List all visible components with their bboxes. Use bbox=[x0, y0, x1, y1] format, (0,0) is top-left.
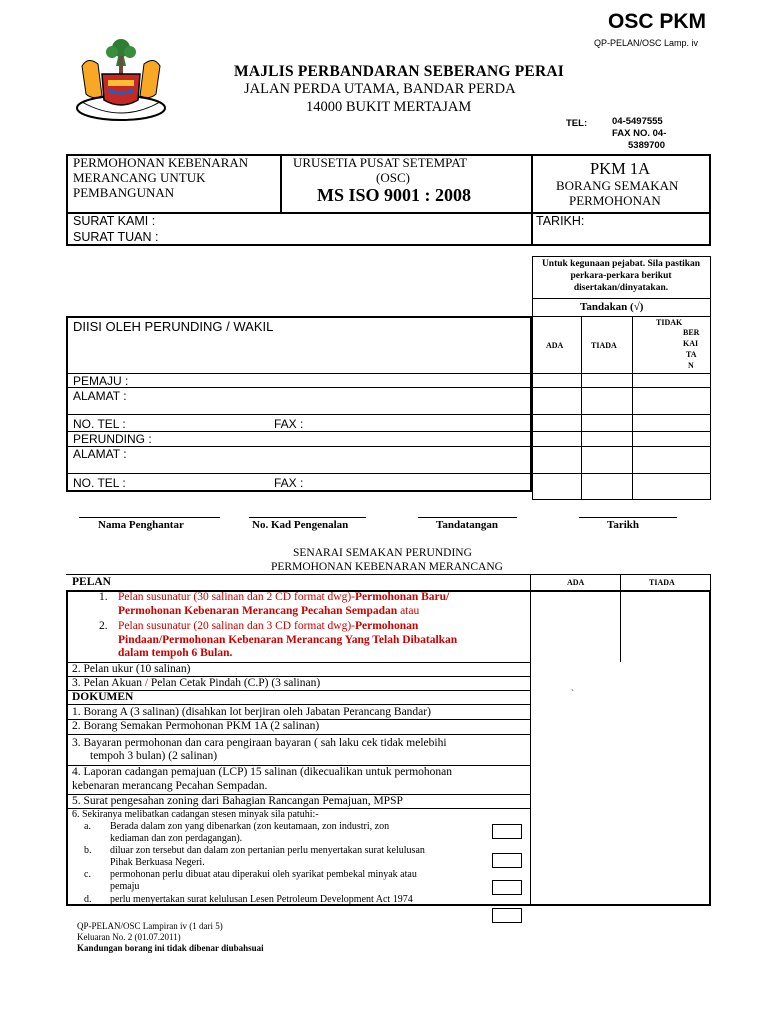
office-col-tidak-line3: KAI bbox=[683, 339, 699, 348]
pelan-item-1-number: 1. bbox=[99, 591, 108, 603]
office-use-hline-8 bbox=[532, 473, 711, 474]
checkbox-6d[interactable] bbox=[492, 908, 522, 923]
dokumen-item-3-line2: tempoh 3 bulan) (2 salinan) bbox=[90, 750, 218, 762]
tel-number: 04-5497555 bbox=[612, 116, 663, 127]
office-col-tiada: TIADA bbox=[591, 341, 617, 350]
checklist-vline-3 bbox=[530, 662, 531, 906]
item-6c-line1: permohonan perlu dibuat atau diperakui oleh syarikat pembekal minyak atau bbox=[110, 869, 417, 880]
title-left-line2: MERANCANG UNTUK bbox=[73, 170, 206, 185]
pelan-heading: PELAN bbox=[72, 576, 111, 588]
item-6b-line2: Pihak Berkuasa Negeri. bbox=[110, 857, 205, 868]
alamat-label-1: ALAMAT : bbox=[73, 389, 127, 403]
applicant-hline-5 bbox=[66, 446, 532, 447]
checklist-top-line bbox=[66, 574, 530, 575]
pelan-item-2-number: 2. bbox=[99, 620, 108, 632]
dokumen-item-4-line2: kebenaran merancang Pecahan Sempadan. bbox=[72, 780, 268, 792]
checklist-col-ada: ADA bbox=[567, 578, 585, 587]
checklist-vline-2 bbox=[620, 590, 621, 662]
title-left-line3: PEMBANGUNAN bbox=[73, 185, 175, 200]
title-right-line1: BORANG SEMAKAN bbox=[556, 178, 679, 193]
footer-line3: Kandungan borang ini tidak dibenar diubahsuai bbox=[77, 943, 264, 953]
applicant-box bbox=[66, 316, 532, 492]
title-mid-iso: MS ISO 9001 : 2008 bbox=[317, 185, 472, 205]
title-block-divider bbox=[66, 212, 711, 214]
applicant-hline-2 bbox=[66, 387, 532, 388]
office-col-tidak-line1: TIDAK bbox=[656, 318, 683, 327]
surat-tuan-label: SURAT TUAN : bbox=[73, 230, 159, 244]
office-use-hline-2 bbox=[532, 316, 711, 317]
tarikh-label: TARIKH: bbox=[536, 214, 585, 228]
dokumen-item-1: 1. Borang A (3 salinan) (disahkan lot berjiran oleh Jabatan Perancang Bandar) bbox=[72, 706, 431, 718]
footer-line1: QP-PELAN/OSC Lampiran iv (1 dari 5) bbox=[77, 921, 223, 931]
council-crest-logo bbox=[72, 36, 170, 126]
checkbox-6b[interactable] bbox=[492, 853, 522, 868]
dokumen-item-3-line1: 3. Bayaran permohonan dan cara pengiraan bayaran ( sah laku cek tidak melebihi bbox=[72, 737, 447, 749]
fax-number-line2: 5389700 bbox=[628, 140, 665, 151]
council-address-line1: JALAN PERDA UTAMA, BANDAR PERDA bbox=[244, 81, 516, 97]
office-col-tidak-line4: TA bbox=[686, 350, 697, 359]
tandakan-label: Tandakan (√) bbox=[580, 301, 644, 313]
applicant-hline-6 bbox=[66, 473, 532, 474]
item-6d-line1: perlu menyertakan surat kelulusan Lesen Petroleum Development Act 1974 bbox=[110, 894, 413, 905]
dokumen-item-6: 6. Sekiranya melibatkan cadangan stesen minyak sila patuhi:- bbox=[72, 809, 319, 820]
perunding-label: PERUNDING : bbox=[73, 432, 152, 446]
applicant-hline-3 bbox=[66, 414, 532, 415]
applicant-hline-1 bbox=[66, 373, 532, 374]
pelan-item-1-bold: Permohonan Baru/ bbox=[354, 591, 450, 603]
checkbox-6c[interactable] bbox=[492, 880, 522, 895]
office-use-hline-6 bbox=[532, 431, 711, 432]
pelan-item-2-line2: Pindaan/Permohonan Kebenaran Merancang Yang Telah Dibatalkan bbox=[118, 634, 458, 646]
item-6d-label: d. bbox=[84, 894, 92, 905]
office-use-hline-7 bbox=[532, 446, 711, 447]
checklist-row-line-4 bbox=[66, 704, 530, 705]
tarikh-sig-label: Tarikh bbox=[607, 519, 640, 531]
checklist-col-tiada: TIADA bbox=[649, 578, 675, 587]
no-kad-label: No. Kad Pengenalan bbox=[252, 519, 349, 531]
pelan-item-1-line2-plain: atau bbox=[397, 605, 420, 617]
checklist-row-line-3 bbox=[66, 690, 530, 691]
pelan-item-2-line1 bbox=[118, 620, 418, 632]
tarikh-signature-line bbox=[579, 517, 677, 518]
nama-penghantar-label: Nama Penghantar bbox=[98, 519, 184, 531]
notel-label-2: NO. TEL : bbox=[73, 476, 126, 490]
stray-mark: ` bbox=[571, 688, 574, 698]
item-6a-line2: kediaman dan zon perdagangan). bbox=[110, 833, 243, 844]
title-left-line1: PERMOHONAN KEBENARAN bbox=[73, 155, 249, 170]
office-use-hline-4 bbox=[532, 387, 711, 388]
item-6a-label: a. bbox=[84, 821, 91, 832]
checklist-title-2: PERMOHONAN KEBENARAN MERANCANG bbox=[271, 561, 503, 573]
office-col-tidak-line5: N bbox=[688, 361, 694, 370]
office-col-tidak-line2: BER bbox=[683, 328, 700, 337]
title-block-vline-2 bbox=[531, 154, 533, 246]
surat-kami-label: SURAT KAMI : bbox=[73, 214, 156, 228]
pelan-item-1-plain: Pelan susunatur (30 salinan dan 2 CD format dwg)- bbox=[118, 591, 355, 603]
nama-signature-line bbox=[79, 517, 220, 518]
checklist-vline-1 bbox=[530, 590, 531, 662]
office-col-ada: ADA bbox=[546, 341, 564, 350]
ada-tiada-header-divider bbox=[620, 574, 621, 591]
pelan-item-1-line1 bbox=[118, 591, 449, 603]
pelan-item-2-bold: Permohonan bbox=[354, 620, 419, 632]
title-block-vline-1 bbox=[280, 154, 282, 212]
office-use-note: Untuk kegunaan pejabat. Sila pastikan perkara-perkara berikut disertakan/dinyatakan. bbox=[541, 259, 701, 293]
dokumen-item-2: 2. Borang Semakan Permohonan PKM 1A (2 salinan) bbox=[72, 720, 320, 732]
pelan-akuan-part-b: Pelan Cetak Pindah (C.P) (3 salinan) bbox=[148, 677, 321, 689]
office-use-hline-5 bbox=[532, 414, 711, 415]
checklist-row-line-6 bbox=[66, 734, 530, 735]
form-code: OSC PKM bbox=[608, 10, 707, 33]
tandatangan-signature-line bbox=[418, 517, 517, 518]
pelan-item-1-line2 bbox=[118, 605, 419, 617]
title-mid-line1: URUSETIA PUSAT SETEMPAT bbox=[293, 155, 468, 170]
title-right-line2: PERMOHONAN bbox=[569, 193, 661, 208]
pelan-akuan-part-a: 3. Pelan Akuan bbox=[72, 677, 145, 689]
pemaju-label: PEMAJU : bbox=[73, 374, 129, 388]
alamat-label-2: ALAMAT : bbox=[73, 447, 127, 461]
title-right-form-no: PKM 1A bbox=[590, 159, 651, 178]
item-6b-line1: diluar zon tersebut dan dalam zon pertanian perlu menyertakan surat kelulusan bbox=[110, 845, 425, 856]
kad-signature-line bbox=[249, 517, 366, 518]
fax-label-2: FAX : bbox=[274, 476, 304, 490]
applicant-heading: DIISI OLEH PERUNDING / WAKIL bbox=[73, 319, 274, 334]
pelan-akuan-slash: / bbox=[144, 677, 149, 689]
pelan-akuan-row bbox=[72, 677, 320, 689]
checklist-title-1: SENARAI SEMAKAN PERUNDING bbox=[293, 547, 472, 559]
footer-line2: Keluaran No. 2 (01.07.2011) bbox=[77, 932, 181, 942]
pelan-item-2-line3: dalam tempoh 6 Bulan. bbox=[118, 647, 233, 659]
pelan-item-2-plain: Pelan susunatur (20 salinan dan 3 CD format dwg)- bbox=[118, 620, 355, 632]
pelan-item-1-line2-bold: Permohonan Kebenaran Merancang Pecahan Sempadan bbox=[118, 605, 398, 617]
council-address-line2: 14000 BUKIT MERTAJAM bbox=[306, 99, 472, 115]
dokumen-item-4-line1: 4. Laporan cadangan pemajuan (LCP) 15 salinan (dikecualikan untuk permohonan bbox=[72, 766, 453, 778]
form-ref: QP-PELAN/OSC Lamp. iv bbox=[594, 38, 699, 48]
title-mid-line2: (OSC) bbox=[376, 170, 410, 185]
item-6a-line1: Berada dalam zon yang dibenarkan (zon keutamaan, zon industri, zon bbox=[110, 821, 390, 832]
dokumen-item-5: 5. Surat pengesahan zoning dari Bahagian Rancangan Pemajuan, MPSP bbox=[72, 795, 403, 807]
checkbox-6a[interactable] bbox=[492, 824, 522, 839]
item-6c-line2: pemaju bbox=[110, 881, 140, 892]
pelan-ukur-row: 2. Pelan ukur (10 salinan) bbox=[72, 663, 191, 675]
item-6b-label: b. bbox=[84, 845, 92, 856]
notel-label-1: NO. TEL : bbox=[73, 417, 126, 431]
tandatangan-label: Tandatangan bbox=[436, 519, 498, 531]
dokumen-heading: DOKUMEN bbox=[72, 691, 134, 703]
office-use-hline-3 bbox=[532, 373, 711, 374]
fax-number-line1: FAX NO. 04- bbox=[612, 128, 667, 139]
tel-label: TEL: bbox=[566, 118, 588, 129]
office-use-hline-1 bbox=[532, 298, 711, 299]
fax-label-1: FAX : bbox=[274, 417, 304, 431]
item-6c-label: c. bbox=[84, 869, 91, 880]
council-name: MAJLIS PERBANDARAN SEBERANG PERAI bbox=[234, 63, 564, 80]
